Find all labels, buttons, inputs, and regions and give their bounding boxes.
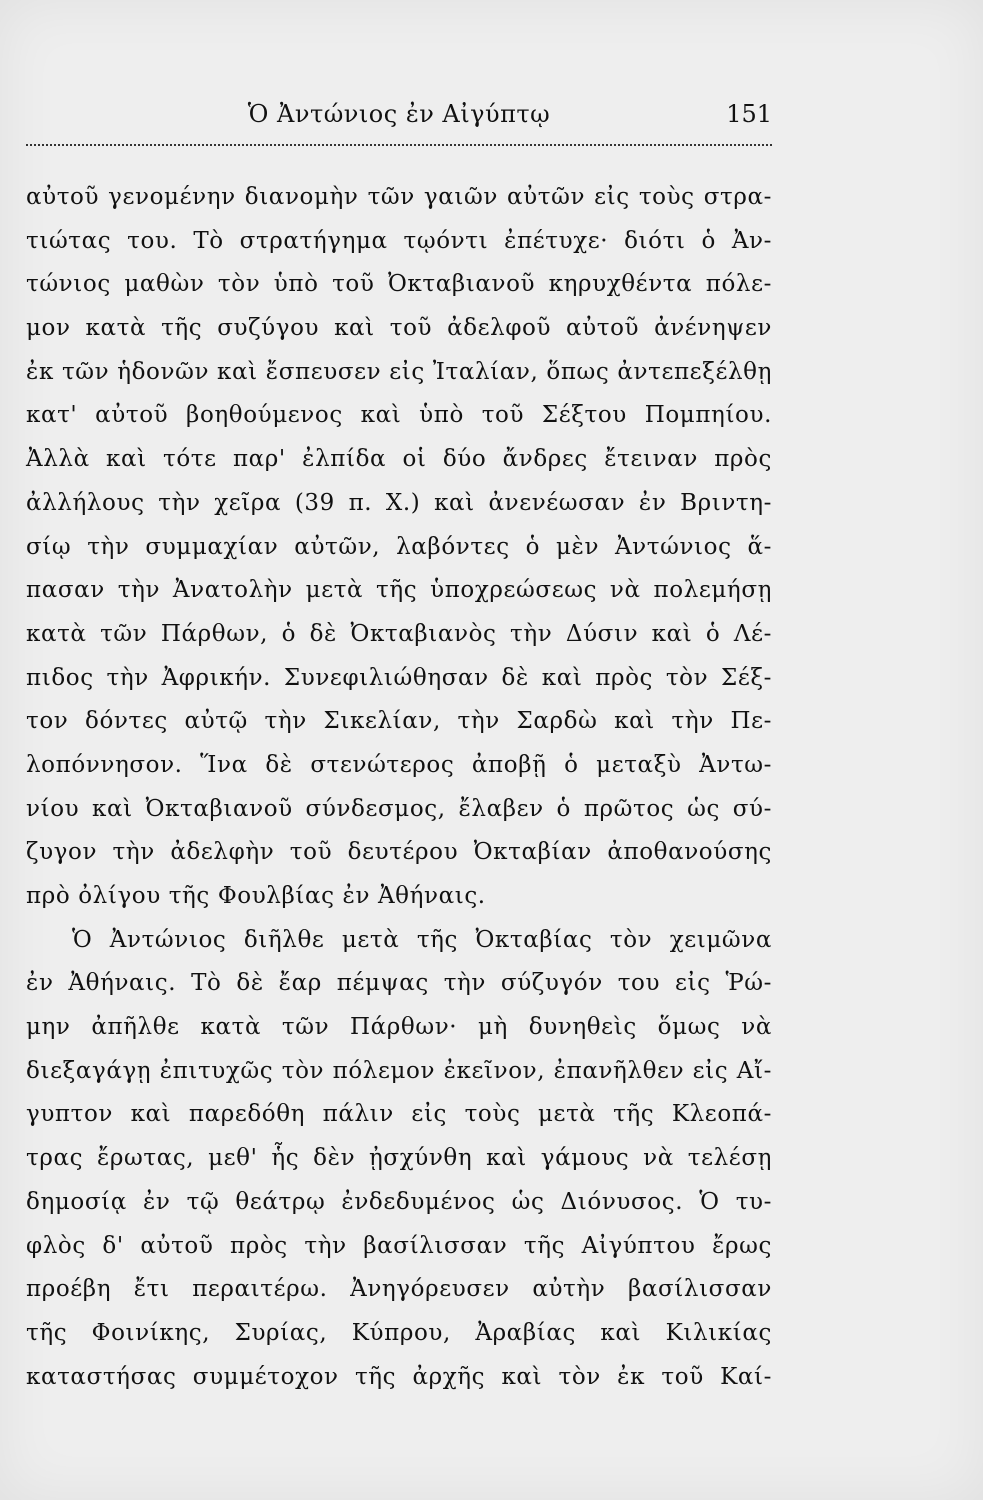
text-line: τρας ἔρωτας, μεθ' ἧς δὲν ᾐσχύνθη καὶ γάμους νὰ τελέσῃ — [26, 1145, 772, 1172]
running-title: Ὁ Ἀντώνιος ἐν Αἰγύπτῳ — [247, 100, 551, 128]
text-line: φλὸς δ' αὐτοῦ πρὸς τὴν βασίλισσαν τῆς Αἰγύπτου ἔρως — [26, 1232, 772, 1259]
text-line: Ἀλλὰ καὶ τότε παρ' ἐλπίδα οἱ δύο ἄνδρες ἔτειναν πρὸς — [26, 446, 772, 473]
text-line: ἐκ τῶν ἡδονῶν καὶ ἔσπευσεν εἰς Ἰταλίαν, ὅπως ἀντεπεξέλθῃ — [26, 358, 772, 385]
paragraph-start-line: Ὁ Ἀντώνιος διῆλθε μετὰ τῆς Ὀκταβίας τὸν χειμῶνα — [72, 926, 772, 953]
text-line: διεξαγάγῃ ἐπιτυχῶς τὸν πόλεμον ἐκεῖνον, ἐπανῆλθεν εἰς Αἴ- — [26, 1057, 772, 1084]
text-line: λοπόννησον. Ἵνα δὲ στενώτερος ἀποβῇ ὁ μεταξὺ Ἀντω- — [26, 751, 772, 778]
text-line: τιώτας του. Τὸ στρατήγημα τῳόντι ἐπέτυχε· διότι ὁ Ἀν- — [26, 227, 772, 254]
text-line: δημοσίᾳ ἐν τῷ θεάτρῳ ἐνδεδυμένος ὡς Διόνυσος. Ὁ τυ- — [26, 1188, 772, 1215]
text-line: αὐτοῦ γενομένην διανομὴν τῶν γαιῶν αὐτῶν εἰς τοὺς στρα- — [26, 184, 772, 210]
text-line: προέβη ἔτι περαιτέρω. Ἀνηγόρευσεν αὐτὴν βασίλισσαν — [26, 1276, 772, 1303]
text-line: σίῳ τὴν συμμαχίαν αὐτῶν, λαβόντες ὁ μὲν Ἀντώνιος ἅ- — [26, 533, 772, 560]
text-line: κατ' αὐτοῦ βοηθούμενος καὶ ὑπὸ τοῦ Σέξτου Πομπηίου. — [26, 402, 772, 429]
text-line: ἀλλήλους τὴν χεῖρα (39 π. Χ.) καὶ ἀνενέωσαν ἐν Βριντη- — [26, 489, 772, 516]
paragraph-end-line: πρὸ ὀλίγου τῆς Φουλβίας ἐν Ἀθήναις. — [26, 883, 486, 909]
text-line: τώνιος μαθὼν τὸν ὑπὸ τοῦ Ὀκταβιανοῦ κηρυχθέντα πόλε- — [26, 271, 772, 298]
page-number: 151 — [726, 100, 772, 128]
body-text — [26, 176, 772, 1399]
text-line: τον δόντες αὐτῷ τὴν Σικελίαν, τὴν Σαρδὼ καὶ τὴν Πε- — [26, 708, 772, 735]
text-line: τῆς Φοινίκης, Συρίας, Κύπρου, Ἀραβίας καὶ Κιλικίας — [26, 1319, 772, 1346]
text-line: νίου καὶ Ὀκταβιανοῦ σύνδεσμος, ἔλαβεν ὁ πρῶτος ὡς σύ- — [26, 795, 772, 822]
text-line: κατὰ τῶν Πάρθων, ὁ δὲ Ὀκταβιανὸς τὴν Δύσιν καὶ ὁ Λέ- — [26, 620, 772, 647]
text-line: πιδος τὴν Ἀφρικήν. Συνεφιλιώθησαν δὲ καὶ πρὸς τὸν Σέξ- — [26, 664, 772, 691]
text-line: μην ἀπῆλθε κατὰ τῶν Πάρθων· μὴ δυνηθεὶς ὅμως νὰ — [26, 1014, 772, 1041]
text-line: μον κατὰ τῆς συζύγου καὶ τοῦ ἀδελφοῦ αὐτοῦ ἀνένηψεν — [26, 315, 772, 342]
text-line: καταστήσας συμμέτοχον τῆς ἀρχῆς καὶ τὸν ἐκ τοῦ Καί- — [26, 1363, 772, 1390]
page-header — [26, 94, 772, 134]
header-rule — [26, 144, 772, 146]
text-line: ἐν Ἀθήναις. Τὸ δὲ ἔαρ πέμψας τὴν σύζυγόν του εἰς Ῥώ- — [26, 970, 772, 997]
text-line: πασαν τὴν Ἀνατολὴν μετὰ τῆς ὑποχρεώσεως νὰ πολεμήσῃ — [26, 577, 772, 604]
text-line: ζυγον τὴν ἀδελφὴν τοῦ δευτέρου Ὀκταβίαν ἀποθανούσης — [26, 839, 772, 866]
text-line: γυπτον καὶ παρεδόθη πάλιν εἰς τοὺς μετὰ τῆς Κλεοπά- — [26, 1101, 772, 1128]
